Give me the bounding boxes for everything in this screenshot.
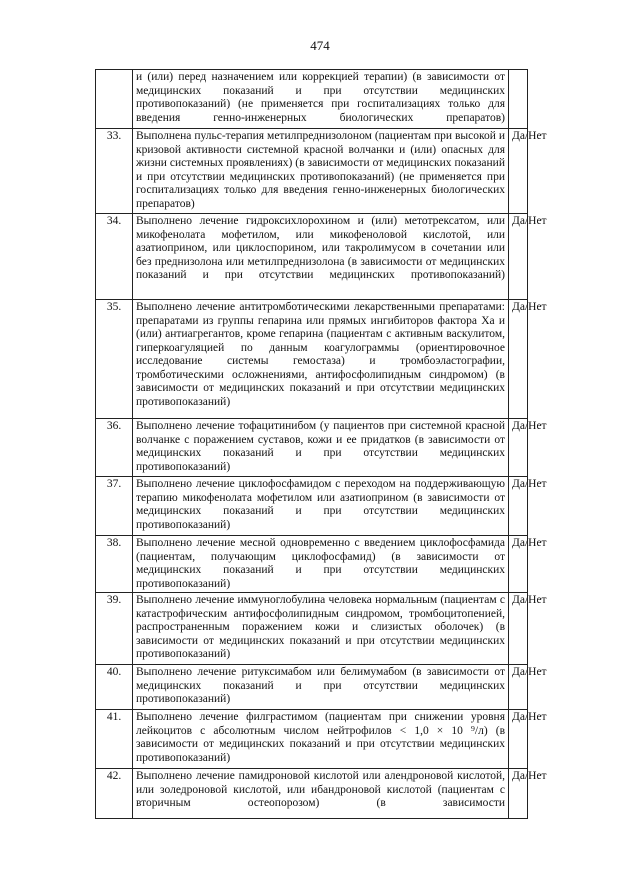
criterion-text: Выполнено лечение иммуноглобулина человека нормальным (пациентам с катастрофическим антифосфолипидным синдромом, тромбоцитопенией, распространенным поражением кожи и слизистых оболочек) (в зависимости от медицинских показаний и при отсутствии медицинских противопоказаний) [133, 593, 509, 665]
answer-cell: Да/Нет [509, 214, 528, 300]
row-number: 34. [96, 214, 133, 300]
criterion-text: Выполнено лечение памидроновой кислотой или алендроновой кислотой, или золедроновой кислотой, или ибандроновой кислотой (пациентам с вторичным остеопорозом) (в зависимости [133, 769, 509, 819]
row-number: 36. [96, 419, 133, 477]
table-row [96, 665, 528, 710]
row-number: 38. [96, 536, 133, 593]
answer-cell: Да/Нет [509, 300, 528, 419]
row-number: 39. [96, 593, 133, 665]
table-row [96, 70, 528, 129]
table-row [96, 419, 528, 477]
table-row [96, 536, 528, 593]
table-row [96, 593, 528, 665]
quality-criteria-table [95, 69, 547, 819]
criterion-text: Выполнено лечение циклофосфамидом с переходом на поддерживающую терапию микофенолата мофетилом или азатиоприном (в зависимости от медицинских показаний и при отсутствии медицинских противопоказаний) [133, 477, 509, 536]
criterion-text: Выполнена пульс-терапия метилпреднизолоном (пациентам при высокой и кризовой активности системной красной волчанки и (или) опасных для жизни системных проявлениях) (в зависимости от медицинских показаний и при отсутствии медицинских противопоказаний) (не применяется при госпитализациях только для введения генно-инженерных биологических препаратов) [133, 129, 509, 214]
criterion-text: Выполнено лечение месной одновременно с введением циклофосфамида (пациентам, получающим циклофосфамид) (в зависимости от медицинских показаний и при отсутствии медицинских противопоказаний) [133, 536, 509, 593]
criterion-text: Выполнено лечение филграстимом (пациентам при снижении уровня лейкоцитов с абсолютным числом нейтрофилов < 1,0 × 10 ⁹/л) (в зависимости от медицинских показаний и при отсутствии медицинских противопоказаний) [133, 710, 509, 769]
criterion-text: Выполнено лечение ритуксимабом или белимумабом (в зависимости от медицинских показаний и при отсутствии медицинских противопоказаний) [133, 665, 509, 710]
row-number [96, 70, 133, 129]
row-number: 42. [96, 769, 133, 819]
page-number: 474 [310, 38, 330, 53]
criterion-text: и (или) перед назначением или коррекцией терапии) (в зависимости от медицинских показаний и при отсутствии медицинских противопоказаний) (не применяется при госпитализациях только для введения генно-инженерных биологических препаратов) [133, 70, 509, 129]
answer-cell: Да/Нет [509, 593, 528, 665]
row-number: 41. [96, 710, 133, 769]
answer-cell: Да/Нет [509, 477, 528, 536]
criterion-text: Выполнено лечение тофацитинибом (у пациентов при системной красной волчанке с поражением суставов, кожи и ее придатков (в зависимости от медицинских показаний и при отсутствии медицинских противопоказаний) [133, 419, 509, 477]
answer-cell: Да/Нет [509, 129, 528, 214]
table-row [96, 300, 528, 419]
answer-cell: Да/Нет [509, 665, 528, 710]
answer-cell: Да/Нет [509, 769, 528, 819]
table-row [96, 477, 528, 536]
table-body [96, 70, 547, 819]
table-row [96, 769, 528, 819]
row-number: 33. [96, 129, 133, 214]
table-row [96, 129, 528, 214]
row-number: 37. [96, 477, 133, 536]
row-number: 35. [96, 300, 133, 419]
criterion-text: Выполнено лечение антитромботическими лекарственными препаратами: препаратами из группы гепарина или прямых ингибиторов фактора Ха и (или) антиагрегантов, кроме гепарина (пациентам с активным васкулитом, гиперкоагуляцией по данным коагулограммы (ориентировочное исследование системы гемостаза) и тромбоэластографии, тромботическими осложнениями, антифосфолипидным синдромом) (в зависимости от медицинских показаний и при отсутствии медицинских противопоказаний) [133, 300, 509, 419]
criterion-text: Выполнено лечение гидроксихлорохином и (или) метотрексатом, или микофенолата мофетилом, или микофеноловой кислотой, или азатиоприном, или циклоспорином, или такролимусом в сочетании или без преднизолона или метилпреднизолона (в зависимости от медицинских показаний и при отсутствии медицинских противопоказаний) [133, 214, 509, 300]
table-row [96, 214, 528, 300]
table-row [96, 710, 528, 769]
answer-cell: Да/Нет [509, 710, 528, 769]
answer-cell: Да/Нет [509, 536, 528, 593]
answer-cell: Да/Нет [509, 419, 528, 477]
answer-cell [509, 70, 528, 129]
row-number: 40. [96, 665, 133, 710]
